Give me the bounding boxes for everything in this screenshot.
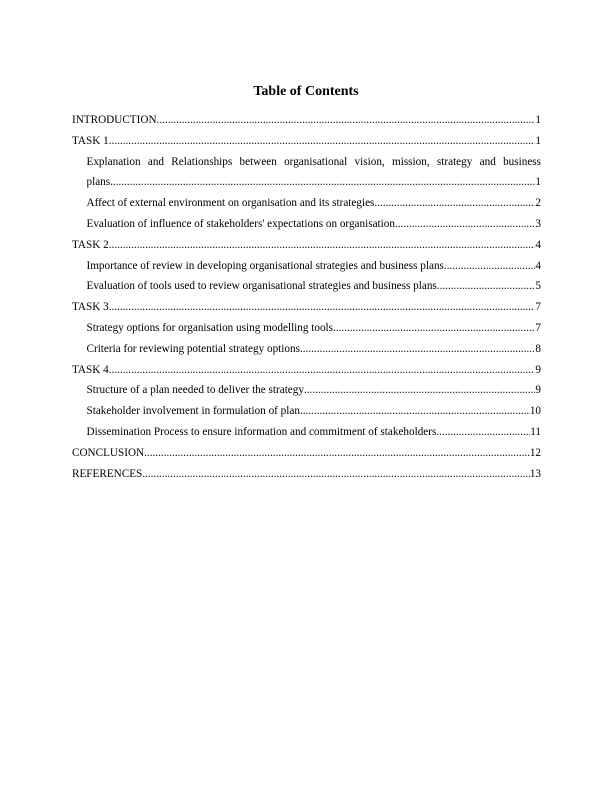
toc-entry-explanation-relationships[interactable] [72, 152, 541, 194]
toc-page-number: 4 [535, 238, 541, 251]
toc-entry-text: REFERENCES [72, 467, 143, 480]
toc-entry-text: Importance of review in developing organisational strategies and business plans [86, 259, 444, 272]
toc-page-number: 8 [535, 342, 541, 355]
toc-entry-importance-of-review[interactable] [72, 256, 541, 277]
toc-entry-text: TASK 2 [72, 238, 109, 251]
toc-entry-text: Dissemination Process to ensure information and commitment of stakeholders [86, 425, 437, 438]
toc-entry-text: Affect of external environment on organisation and its strategies [86, 197, 375, 210]
toc-entry-text: Strategy options for organisation using modelling tools [86, 321, 334, 334]
dot-leader [109, 131, 536, 152]
toc-entry-task-2[interactable] [72, 235, 541, 256]
toc-entry-text: Stakeholder involvement in formulation of plan [86, 405, 300, 418]
toc-page-number: 11 [530, 425, 541, 438]
toc-page-number: 9 [535, 384, 541, 397]
dot-leader [110, 172, 535, 193]
toc-entry-text: TASK 3 [72, 301, 109, 314]
toc-page-number: 13 [529, 467, 541, 480]
toc-entry-task-1[interactable] [72, 131, 541, 152]
toc-entry-introduction[interactable] [72, 110, 541, 131]
toc-entry-strategy-options[interactable] [72, 318, 541, 339]
toc-page-number: 7 [535, 301, 541, 314]
toc-entry-text: Evaluation of tools used to review organisational strategies and business plans [86, 280, 437, 293]
dot-leader [142, 464, 530, 485]
toc-title: Table of Contents [253, 84, 359, 99]
dot-leader [109, 360, 536, 381]
toc-page-number: 7 [535, 321, 541, 334]
toc-entry-task-3[interactable] [72, 297, 541, 318]
table-of-contents [72, 110, 541, 484]
dot-leader [300, 401, 530, 422]
toc-entry-stakeholder-involvement[interactable] [72, 401, 541, 422]
dot-leader [374, 193, 535, 214]
toc-entry-structure-of-plan[interactable] [72, 380, 541, 401]
toc-entry-dissemination-process[interactable] [72, 422, 541, 443]
dot-leader [157, 110, 536, 131]
toc-entry-external-environment[interactable] [72, 193, 541, 214]
toc-page-number: 12 [529, 446, 541, 459]
dot-leader [436, 422, 530, 443]
dot-leader [395, 214, 535, 235]
dot-leader [109, 235, 536, 256]
toc-page-number: 1 [535, 134, 541, 147]
toc-page-number: 5 [535, 280, 541, 293]
toc-entry-stakeholder-expectations[interactable] [72, 214, 541, 235]
toc-entry-text: Criteria for reviewing potential strategy options [86, 342, 300, 355]
toc-entry-text: INTRODUCTION [72, 114, 157, 126]
dot-leader [437, 276, 536, 297]
dot-leader [304, 380, 535, 401]
toc-page-number: 1 [535, 114, 541, 126]
toc-entry-text: Structure of a plan needed to deliver the strategy [86, 384, 304, 397]
toc-entry-text: Explanation and Relationships between organisational vision, mission, strategy and business [86, 155, 541, 168]
toc-entry-text: CONCLUSION [72, 446, 145, 459]
toc-entry-text: TASK 1 [72, 134, 109, 147]
toc-page-number: 2 [535, 197, 541, 210]
toc-page-number: 3 [535, 217, 541, 230]
toc-entry-text: Evaluation of influence of stakeholders' expectations on organisation [86, 217, 395, 230]
dot-leader [300, 339, 535, 360]
toc-page-number: 4 [535, 259, 541, 272]
toc-entry-text: TASK 4 [72, 363, 109, 376]
toc-entry-references[interactable] [72, 464, 541, 485]
toc-entry-task-4[interactable] [72, 360, 541, 381]
dot-leader [333, 318, 535, 339]
dot-leader [109, 297, 536, 318]
toc-page-number: 9 [535, 363, 541, 376]
toc-entry-text-continued: plans [86, 176, 111, 189]
toc-page-number: 1 [535, 176, 541, 189]
dot-leader [444, 256, 536, 277]
toc-entry-evaluation-of-tools[interactable] [72, 276, 541, 297]
toc-entry-criteria-for-reviewing[interactable] [72, 339, 541, 360]
dot-leader [144, 443, 530, 464]
toc-page-number: 10 [529, 405, 541, 418]
toc-entry-conclusion[interactable] [72, 443, 541, 464]
